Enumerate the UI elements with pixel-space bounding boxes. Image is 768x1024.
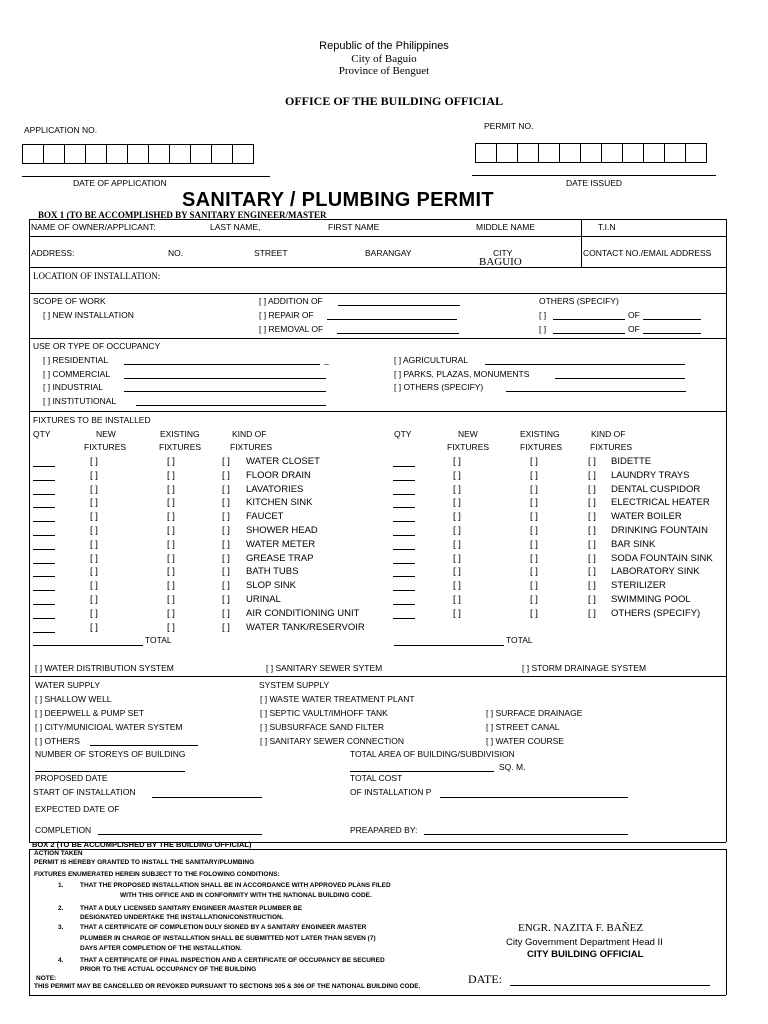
fixture-kind-label: WATER CLOSET — [246, 456, 320, 467]
fixture-kind-checkbox[interactable]: [ ] — [222, 497, 230, 509]
fixture-kind-checkbox[interactable]: [ ] — [588, 538, 596, 550]
fixture-kind-checkbox[interactable]: [ ] — [588, 469, 596, 481]
removal-option[interactable]: [ ] REMOVAL OF — [259, 324, 324, 334]
fixture-new-checkbox[interactable]: [ ] — [453, 456, 461, 467]
existing-header-right: EXISTING — [520, 429, 560, 439]
permit-title: SANITARY / PLUMBING PERMIT — [182, 189, 494, 211]
condition-4-b: PRIOR TO THE ACTUAL OCCUPANCY OF THE BUILDING — [80, 966, 257, 973]
fixture-qty-blank[interactable] — [393, 535, 415, 536]
fixture-new-checkbox[interactable]: [ ] — [90, 566, 98, 578]
fixture-new-checkbox[interactable]: [ ] — [90, 552, 98, 564]
fixture-kind-label: LAVATORIES — [246, 483, 304, 495]
fixture-existing-checkbox[interactable]: [ ] — [167, 552, 175, 564]
fixture-kind-label: SODA FOUNTAIN SINK — [611, 552, 713, 564]
fixture-kind-checkbox[interactable]: [ ] — [222, 552, 230, 564]
fixture-kind-label: GREASE TRAP — [246, 552, 314, 564]
total-right: TOTAL — [506, 635, 533, 645]
fixture-kind-label: OTHERS (SPECIFY) — [611, 607, 701, 619]
fixture-existing-checkbox[interactable]: [ ] — [167, 538, 175, 550]
fixture-new-checkbox[interactable]: [ ] — [453, 566, 461, 578]
grant-line-1: PERMIT IS HEREBY GRANTED TO INSTALL THE SANITARY/PLUMBING — [34, 859, 255, 866]
occupancy-industrial[interactable]: [ ] INDUSTRIAL — [43, 382, 103, 392]
last-name-label: LAST NAME, — [210, 222, 261, 232]
fixture-existing-checkbox[interactable]: [ ] — [167, 511, 175, 523]
fixture-existing-checkbox[interactable]: [ ] — [530, 511, 538, 523]
system-supply-label: SYSTEM SUPPLY — [259, 680, 330, 690]
fixture-existing-checkbox[interactable]: [ ] — [167, 594, 175, 605]
qty-header-right: QTY — [394, 429, 412, 439]
fixture-kind-label: BIDETTE — [611, 456, 652, 467]
fixture-new-checkbox[interactable]: [ ] — [453, 483, 461, 495]
fixture-new-checkbox[interactable]: [ ] — [453, 497, 461, 509]
box1-label: BOX 1 (TO BE ACCOMPLISHED BY SANITARY ENGINEER/MASTER — [38, 210, 327, 220]
fixture-new-checkbox[interactable]: [ ] — [453, 552, 461, 564]
addition-option[interactable]: [ ] ADDITION OF — [259, 296, 323, 306]
fixture-existing-checkbox[interactable]: [ ] — [167, 525, 175, 536]
fixture-kind-label: FAUCET — [246, 511, 284, 523]
application-no-boxes[interactable] — [22, 144, 253, 164]
barangay-label: BARANGAY — [365, 248, 412, 258]
fixture-kind-checkbox[interactable]: [ ] — [588, 607, 596, 619]
signatory-title-1: City Government Department Head II — [506, 937, 663, 948]
fixture-existing-checkbox[interactable]: [ ] — [167, 497, 175, 509]
water-distribution-option[interactable]: [ ] WATER DISTRIBUTION SYSTEM — [35, 663, 174, 673]
occupancy-parks[interactable]: [ ] PARKS, PLAZAS, MONUMENTS — [394, 369, 530, 379]
fixture-kind-label: WATER BOILER — [611, 511, 682, 523]
fixture-new-checkbox[interactable]: [ ] — [453, 469, 461, 481]
fixture-kind-checkbox[interactable]: [ ] — [588, 594, 596, 605]
fixture-qty-blank[interactable] — [33, 632, 55, 633]
fixture-qty-blank[interactable] — [33, 521, 55, 522]
grant-line-2: FIXTURES ENUMERATED HEREIN SUBJECT TO THE FOLOWING CONDITIONS: — [34, 871, 280, 878]
note-text: THIS PERMIT MAY BE CANCELLED OR REVOKED PURSUANT TO SECTIONS 305 & 306 OF THE NATIONAL BUILDING CODE. — [34, 983, 421, 990]
occupancy-agricultural[interactable]: [ ] AGRICULTURAL — [394, 355, 468, 365]
fixture-qty-blank[interactable] — [393, 494, 415, 495]
fixture-kind-checkbox[interactable]: [ ] — [588, 552, 596, 564]
permit-no-label: PERMIT NO. — [484, 121, 534, 131]
existing-header-left: EXISTING — [160, 429, 200, 439]
fixture-kind-checkbox[interactable]: [ ] — [222, 538, 230, 550]
water-city-system[interactable]: [ ] CITY/MUNICIOAL WATER SYSTEM — [35, 722, 183, 732]
fixture-kind-label: LABORATORY SINK — [611, 566, 700, 578]
occupancy-residential[interactable]: [ ] RESIDENTIAL — [43, 355, 109, 365]
fixture-kind-label: AIR CONDITIONING UNIT — [246, 607, 360, 619]
fixture-qty-blank[interactable] — [33, 590, 55, 591]
fixture-existing-checkbox[interactable]: [ ] — [167, 607, 175, 619]
fixture-new-checkbox[interactable]: [ ] — [90, 511, 98, 523]
fixture-kind-checkbox[interactable]: [ ] — [222, 511, 230, 523]
fixture-kind-checkbox[interactable]: [ ] — [588, 566, 596, 578]
fixture-existing-checkbox[interactable]: [ ] — [530, 525, 538, 536]
expected-date-label: EXPECTED DATE OF — [35, 804, 120, 814]
occupancy-others[interactable]: [ ] OTHERS (SPECIFY) — [394, 382, 484, 392]
fixture-existing-checkbox[interactable]: [ ] — [530, 594, 538, 605]
signatory-name: ENGR. NAZITA F. BAÑEZ — [518, 922, 644, 934]
condition-2-b: DESIGNATED UNDERTAKE THE INSTALLATION/CONSTRUCTION. — [80, 914, 284, 921]
fixture-qty-blank[interactable] — [393, 576, 415, 577]
condition-1-a: THAT THE PROPOSED INSTALLATION SHALL BE IN ACCORDANCE WITH APPROVED PLANS FILED — [80, 882, 391, 889]
fixture-existing-checkbox[interactable]: [ ] — [530, 497, 538, 509]
contact-label: CONTACT NO./EMAIL ADDRESS — [583, 248, 712, 258]
fixture-kind-label: URINAL — [246, 594, 281, 605]
fixture-existing-checkbox[interactable]: [ ] — [530, 469, 538, 481]
box2-label: BOX 2 (TO BE ACCOMPLISHED BY THE BUILDING OFFICIAL) — [32, 840, 252, 849]
kind-fixtures-header-left: FIXTURES — [230, 442, 273, 452]
total-area-label: TOTAL AREA OF BUILDING/SUBDIVISION — [350, 749, 515, 759]
note-label: NOTE: — [36, 975, 57, 982]
fixture-existing-checkbox[interactable]: [ ] — [167, 580, 175, 592]
province-line: Province of Benguet — [338, 65, 430, 77]
fixture-existing-checkbox[interactable]: [ ] — [167, 483, 175, 495]
address-label: ADDRESS: — [31, 248, 75, 258]
fixture-qty-blank[interactable] — [393, 563, 415, 564]
fixture-kind-checkbox[interactable]: [ ] — [588, 525, 596, 536]
occupancy-commercial[interactable]: [ ] COMMERCIAL — [43, 369, 111, 379]
condition-1-b: WITH THIS OFFICE AND IN CONFORMITY WITH THE NATIONAL BUILDING CODE. — [120, 892, 372, 899]
fixture-new-checkbox[interactable]: [ ] — [453, 525, 461, 536]
occupancy-label: USE OR TYPE OF OCCUPANCY — [33, 341, 161, 351]
street-canal[interactable]: [ ] STREET CANAL — [486, 722, 560, 732]
existing-fixtures-header-left: FIXTURES — [159, 442, 202, 452]
system-sewer-connection[interactable]: [ ] SANITARY SEWER CONNECTION — [260, 736, 405, 746]
fixture-kind-checkbox[interactable]: [ ] — [588, 497, 596, 509]
fixture-new-checkbox[interactable]: [ ] — [90, 456, 98, 467]
water-others[interactable]: [ ] OTHERS — [35, 736, 80, 746]
fixture-qty-blank[interactable] — [33, 494, 55, 495]
new-header-left: NEW — [96, 429, 116, 439]
city-label: CITY — [493, 248, 513, 258]
fixture-qty-blank[interactable] — [393, 480, 415, 481]
date-of-application-label: DATE OF APPLICATION — [73, 178, 167, 188]
office-title: OFFICE OF THE BUILDING OFFICIAL — [284, 94, 504, 108]
fixture-qty-blank[interactable] — [393, 507, 415, 508]
fixture-qty-blank[interactable] — [33, 466, 55, 467]
fixture-qty-blank[interactable] — [393, 466, 415, 467]
condition-2-num: 2. — [58, 905, 64, 912]
fixture-existing-checkbox[interactable]: [ ] — [530, 538, 538, 550]
water-supply-label: WATER SUPPLY — [35, 680, 101, 690]
fixture-existing-checkbox[interactable]: [ ] — [530, 456, 538, 467]
fixture-new-checkbox[interactable]: [ ] — [453, 594, 461, 605]
city-value: BAGUIO — [479, 256, 522, 268]
system-wwtp[interactable]: [ ] WASTE WATER TREATMENT PLANT — [260, 694, 415, 704]
fixture-qty-blank[interactable] — [33, 535, 55, 536]
fixture-existing-checkbox[interactable]: [ ] — [167, 566, 175, 578]
fixture-kind-checkbox[interactable]: [ ] — [222, 456, 230, 467]
residential-underscore: _ — [324, 355, 329, 365]
water-course[interactable]: [ ] WATER COURSE — [486, 736, 564, 746]
fixture-new-checkbox[interactable]: [ ] — [453, 538, 461, 550]
total-cost-label: TOTAL COST — [350, 773, 403, 783]
fixture-qty-blank[interactable] — [33, 507, 55, 508]
of-label-2: OF — [628, 324, 640, 334]
condition-3-b: PLUMBER IN CHARGE OF INSTALLATION SHALL BE SUBMITTED NOT LATER THAN SEVEN (7) — [80, 935, 376, 942]
fixture-new-checkbox[interactable]: [ ] — [90, 607, 98, 619]
fixture-existing-checkbox[interactable]: [ ] — [530, 566, 538, 578]
fixture-existing-checkbox[interactable]: [ ] — [167, 621, 175, 633]
fixture-kind-checkbox[interactable]: [ ] — [588, 456, 596, 467]
prepared-by-label: PREAPARED BY: — [350, 825, 418, 835]
fixture-kind-label: SWIMMING POOL — [611, 594, 691, 605]
fixture-kind-label: DENTAL CUSPIDOR — [611, 483, 701, 495]
others-bracket-1[interactable]: [ ] — [539, 310, 547, 320]
of-installation-label: OF INSTALLATION P — [350, 787, 432, 797]
fixture-new-checkbox[interactable]: [ ] — [90, 580, 98, 592]
start-installation-label: START OF INSTALLATION — [33, 787, 136, 797]
fixture-new-checkbox[interactable]: [ ] — [90, 594, 98, 605]
fixture-qty-blank[interactable] — [393, 618, 415, 619]
address-no-label: NO. — [168, 248, 184, 258]
others-specify-label: OTHERS (SPECIFY) — [539, 296, 619, 306]
fixture-kind-label: SHOWER HEAD — [246, 525, 318, 536]
owner-name-label: NAME OF OWNER/APPLICANT: — [31, 222, 156, 232]
fixture-qty-blank[interactable] — [33, 563, 55, 564]
fixture-kind-checkbox[interactable]: [ ] — [222, 621, 230, 633]
fixture-new-checkbox[interactable]: [ ] — [90, 621, 98, 633]
fixture-kind-label: WATER METER — [246, 538, 316, 550]
fixture-kind-checkbox[interactable]: [ ] — [222, 483, 230, 495]
kind-header-right: KIND OF — [591, 429, 626, 439]
total-left: TOTAL — [145, 635, 172, 645]
of-label-1: OF — [628, 310, 640, 320]
new-header-right: NEW — [458, 429, 478, 439]
fixture-existing-checkbox[interactable]: [ ] — [167, 456, 175, 467]
application-no-label: APPLICATION NO. — [24, 125, 98, 135]
fixture-new-checkbox[interactable]: [ ] — [453, 607, 461, 619]
middle-name-label: MIDDLE NAME — [476, 222, 536, 232]
city-line: City of Baguio — [351, 53, 417, 65]
storeys-label: NUMBER OF STOREYS OF BUILDING — [35, 749, 186, 759]
condition-4-a: THAT A CERTIFICATE OF FINAL INSPECTION AND A CERTIFICATE OF OCCUPANCY BE SECURED — [80, 957, 385, 964]
fixture-existing-checkbox[interactable]: [ ] — [530, 483, 538, 495]
fixture-kind-label: KITCHEN SINK — [246, 497, 313, 509]
condition-4-num: 4. — [58, 957, 64, 964]
kind-fixtures-header-right: FIXTURES — [590, 442, 633, 452]
tin-label: T.I.N — [598, 222, 616, 232]
first-name-label: FIRST NAME — [328, 222, 380, 232]
fixtures-label: FIXTURES TO BE INSTALLED — [33, 415, 151, 425]
repair-option[interactable]: [ ] REPAIR OF — [259, 310, 314, 320]
proposed-date-label: PROPOSED DATE — [35, 773, 108, 783]
fixture-kind-checkbox[interactable]: [ ] — [222, 594, 230, 605]
condition-1-num: 1. — [58, 882, 64, 889]
sanitary-sewer-option[interactable]: [ ] SANITARY SEWER SYTEM — [266, 663, 383, 673]
date-issued-label: DATE ISSUED — [566, 178, 623, 188]
fixture-kind-label: SLOP SINK — [246, 580, 296, 592]
existing-fixtures-header-right: FIXTURES — [520, 442, 563, 452]
fixture-existing-checkbox[interactable]: [ ] — [167, 469, 175, 481]
system-septic[interactable]: [ ] SEPTIC VAULT/IMHOFF TANK — [260, 708, 388, 718]
fixture-kind-checkbox[interactable]: [ ] — [588, 511, 596, 523]
fixture-kind-label: STERILIZER — [611, 580, 666, 592]
street-label: STREET — [254, 248, 288, 258]
fixture-kind-label: WATER TANK/RESERVOIR — [246, 621, 365, 633]
signatory-title-2: CITY BUILDING OFFICIAL — [527, 949, 644, 960]
fixture-qty-blank[interactable] — [393, 521, 415, 522]
fixture-new-checkbox[interactable]: [ ] — [90, 525, 98, 536]
fixture-qty-blank[interactable] — [33, 604, 55, 605]
fixture-new-checkbox[interactable]: [ ] — [90, 483, 98, 495]
fixture-kind-checkbox[interactable]: [ ] — [222, 580, 230, 592]
water-shallow-well[interactable]: [ ] SHALLOW WELL — [35, 694, 112, 704]
fixture-existing-checkbox[interactable]: [ ] — [530, 580, 538, 592]
fixture-kind-label: LAUNDRY TRAYS — [611, 469, 690, 481]
fixture-qty-blank[interactable] — [33, 480, 55, 481]
fixture-new-checkbox[interactable]: [ ] — [90, 469, 98, 481]
scope-label: SCOPE OF WORK — [33, 296, 106, 306]
fixture-kind-checkbox[interactable]: [ ] — [222, 525, 230, 536]
sqm-label: SQ. M. — [499, 762, 526, 772]
fixture-kind-label: FLOOR DRAIN — [246, 469, 311, 481]
fixture-existing-checkbox[interactable]: [ ] — [530, 552, 538, 564]
permit-no-boxes[interactable] — [475, 143, 706, 163]
fixture-kind-label: DRINKING FOUNTAIN — [611, 525, 708, 536]
storm-drainage-option[interactable]: [ ] STORM DRAINAGE SYSTEM — [522, 663, 647, 673]
new-fixtures-header-left: FIXTURES — [84, 442, 127, 452]
action-taken: ACTION TAKEN — [34, 850, 83, 857]
condition-3-a: THAT A CERTIFICATE OF COMPLETION DULY SIGNED BY A SANITARY ENGINEER /MASTER — [80, 924, 367, 931]
water-deepwell[interactable]: [ ] DEEPWELL & PUMP SET — [35, 708, 145, 718]
fixture-qty-blank[interactable] — [33, 549, 55, 550]
others-bracket-2[interactable]: [ ] — [539, 324, 547, 334]
occupancy-institutional[interactable]: [ ] INSTITUTIONAL — [43, 396, 117, 406]
fixture-new-checkbox[interactable]: [ ] — [453, 511, 461, 523]
fixture-new-checkbox[interactable]: [ ] — [453, 580, 461, 592]
fixture-new-checkbox[interactable]: [ ] — [90, 538, 98, 550]
fixture-kind-checkbox[interactable]: [ ] — [222, 566, 230, 578]
surface-drainage[interactable]: [ ] SURFACE DRAINAGE — [486, 708, 583, 718]
fixture-kind-label: ELECTRICAL HEATER — [611, 497, 710, 509]
fixture-qty-blank[interactable] — [393, 549, 415, 550]
fixture-new-checkbox[interactable]: [ ] — [90, 497, 98, 509]
date-label: DATE: — [468, 972, 502, 986]
system-sand-filter[interactable]: [ ] SUBSURFACE SAND FILTER — [260, 722, 385, 732]
completion-label: COMPLETION — [35, 825, 92, 835]
fixture-qty-blank[interactable] — [393, 604, 415, 605]
fixture-kind-label: BATH TUBS — [246, 566, 299, 578]
fixture-kind-checkbox[interactable]: [ ] — [588, 580, 596, 592]
fixture-existing-checkbox[interactable]: [ ] — [530, 607, 538, 619]
condition-3-num: 3. — [58, 924, 64, 931]
condition-3-c: DAYS AFTER COMPLETION OF THE INSTALLATION. — [80, 945, 242, 952]
new-fixtures-header-right: FIXTURES — [447, 442, 490, 452]
kind-header-left: KIND OF — [232, 429, 267, 439]
fixture-qty-blank[interactable] — [33, 618, 55, 619]
new-installation-option[interactable]: [ ] NEW INSTALLATION — [43, 310, 134, 320]
condition-2-a: THAT A DULY LICENSED SANITARY ENGINEER /MASTER PLUMBER BE — [80, 905, 303, 912]
republic-line: Republic of the Philippines — [319, 40, 449, 52]
location-label: LOCATION OF INSTALLATION: — [33, 271, 161, 281]
fixture-kind-checkbox[interactable]: [ ] — [222, 607, 230, 619]
fixture-kind-checkbox[interactable]: [ ] — [588, 483, 596, 495]
qty-header-left: QTY — [33, 429, 51, 439]
fixture-kind-checkbox[interactable]: [ ] — [222, 469, 230, 481]
fixture-kind-label: BAR SINK — [611, 538, 656, 550]
fixture-qty-blank[interactable] — [33, 576, 55, 577]
fixture-qty-blank[interactable] — [393, 590, 415, 591]
